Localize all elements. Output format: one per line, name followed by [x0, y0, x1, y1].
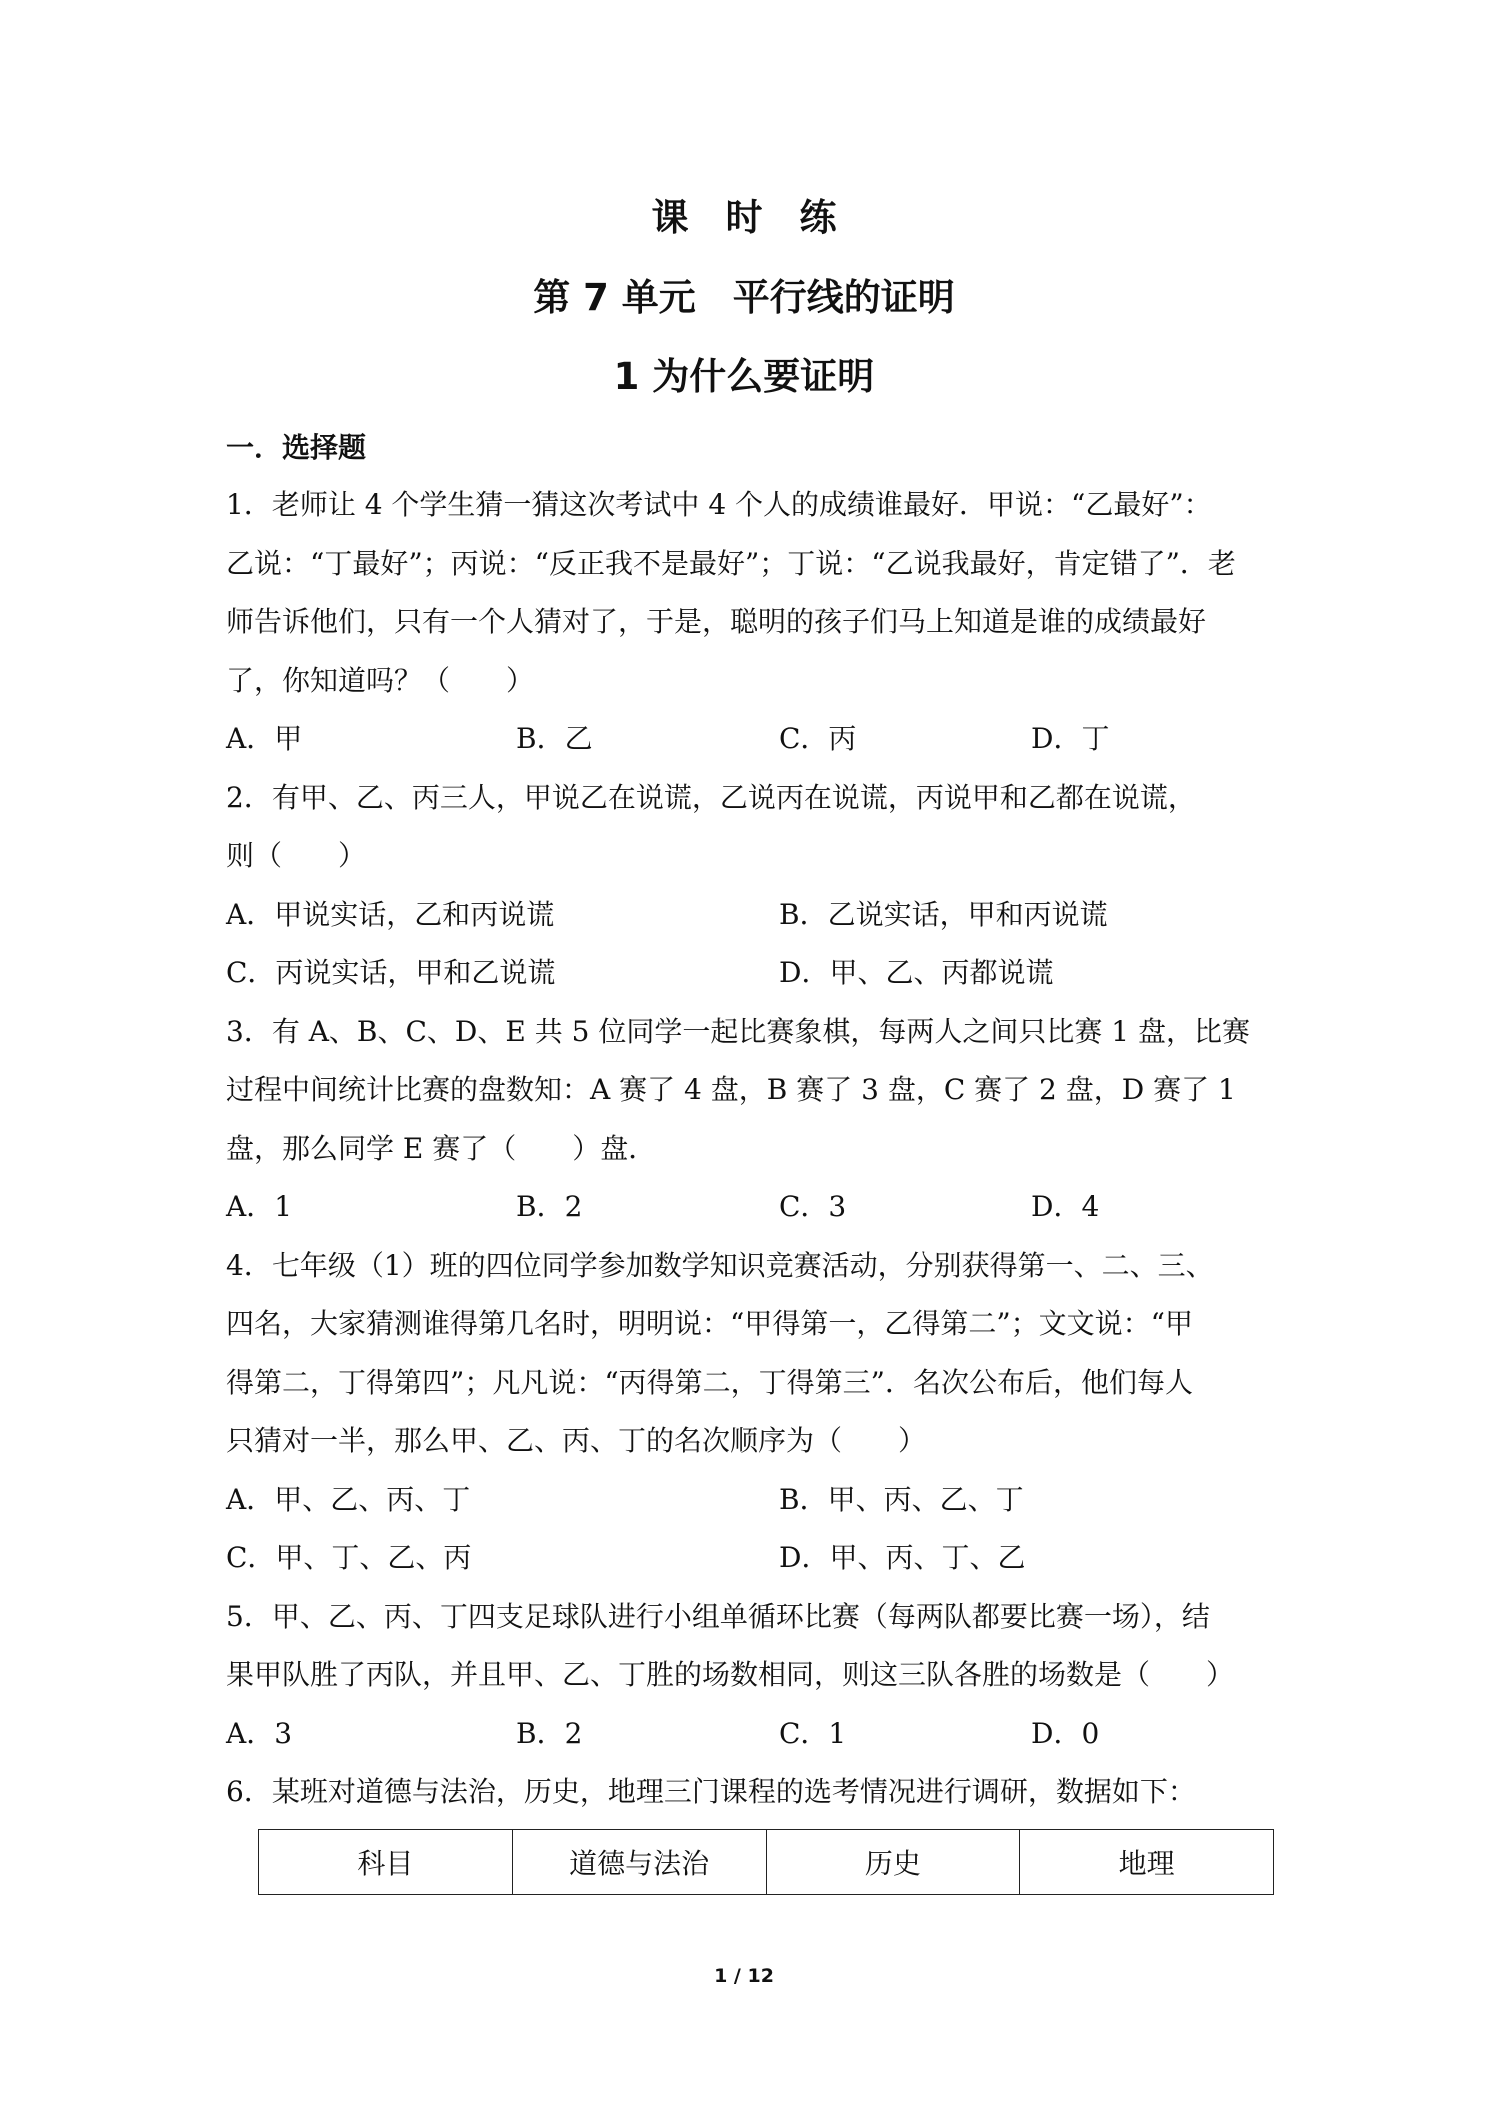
- option-row: [226, 886, 1276, 945]
- question-text-line: 了，你知道吗？（ ）: [226, 663, 535, 697]
- question-5: [226, 1588, 1276, 1764]
- question-1: [226, 476, 1276, 769]
- question-text-line: 得第二，丁得第四”；凡凡说：“丙得第二，丁得第三”．名次公布后，他们每人: [226, 1365, 1193, 1399]
- option-b: B．乙说实话，甲和丙说谎: [779, 897, 1108, 931]
- question-4: [226, 1237, 1276, 1588]
- option-d: D．甲、乙、丙都说谎: [779, 956, 1054, 989]
- question-text-line: 2．有甲、乙、丙三人，甲说乙在说谎，乙说丙在说谎，丙说甲和乙都在说谎，: [226, 780, 1196, 814]
- table-row: [259, 1830, 1274, 1895]
- question-text-line: 5．甲、乙、丙、丁四支足球队进行小组单循环比赛（每两队都要比赛一场），结: [226, 1599, 1210, 1633]
- option-row: [226, 1705, 1276, 1764]
- question-text-line: 乙说：“丁最好”；丙说：“反正我不是最好”；丁说：“乙说我最好，肯定错了”．老: [226, 546, 1236, 580]
- option-c: C．1: [779, 1716, 847, 1750]
- lesson-title: 1 为什么要证明: [613, 355, 875, 398]
- option-row: [226, 1471, 1276, 1530]
- option-a: A．甲: [226, 722, 303, 755]
- table-header-cell: 科目: [259, 1830, 513, 1895]
- question-6: [226, 1763, 1276, 1822]
- question-text-line: 过程中间统计比赛的盘数知：A 赛了 4 盘，B 赛了 3 盘，C 赛了 2 盘，D 赛了 1: [226, 1073, 1236, 1106]
- option-c: C．丙说实话，甲和乙说谎: [226, 956, 556, 989]
- option-c: C．3: [779, 1190, 847, 1223]
- question-text-line: 师告诉他们，只有一个人猜对了，于是，聪明的孩子们马上知道是谁的成绩最好: [226, 605, 1207, 638]
- page-number: 1 / 12: [714, 1965, 774, 1987]
- option-row: [226, 1529, 1276, 1588]
- table-header-cell: 道德与法治: [512, 1830, 766, 1895]
- table-header-cell: 地理: [1020, 1830, 1274, 1895]
- option-b: B．2: [516, 1716, 583, 1750]
- option-c: C．丙: [779, 722, 857, 755]
- question-text-line: 只猜对一半，那么甲、乙、丙、丁的名次顺序为（ ）: [226, 1424, 927, 1457]
- option-b: B．甲、丙、乙、丁: [779, 1482, 1024, 1516]
- option-c: C．甲、丁、乙、丙: [226, 1541, 472, 1574]
- question-text-line: 1．老师让 4 个学生猜一猜这次考试中 4 个人的成绩谁最好．甲说：“乙最好”：: [226, 488, 1212, 521]
- page-title: 课 时 练: [651, 196, 837, 239]
- option-row: [226, 1178, 1276, 1237]
- option-d: D．甲、丙、丁、乙: [779, 1541, 1026, 1574]
- question-text-line: 4．七年级（1）班的四位同学参加数学知识竞赛活动，分别获得第一、二、三、: [226, 1248, 1214, 1282]
- option-b: B．2: [516, 1190, 583, 1223]
- survey-table: [258, 1829, 1274, 1895]
- option-d: D．4: [1031, 1190, 1100, 1223]
- option-a: A．3: [226, 1716, 293, 1750]
- question-2: [226, 769, 1276, 1003]
- option-d: D．0: [1031, 1716, 1100, 1750]
- option-row: [226, 944, 1276, 1003]
- question-text-line: 四名，大家猜测谁得第几名时，明明说：“甲得第一，乙得第二”；文文说：“甲: [226, 1307, 1193, 1340]
- question-text-line: 则（ ）: [226, 839, 367, 872]
- question-text-line: 果甲队胜了丙队，并且甲、乙、丁胜的场数相同，则这三队各胜的场数是（ ）: [226, 1658, 1235, 1691]
- unit-title: 第 7 单元 平行线的证明: [533, 276, 955, 319]
- option-row: [226, 710, 1276, 769]
- option-a: A．甲说实话，乙和丙说谎: [226, 897, 555, 931]
- option-b: B．乙: [516, 722, 593, 755]
- option-d: D．丁: [1031, 722, 1110, 755]
- option-a: A．1: [226, 1190, 293, 1223]
- question-text-line: 盘，那么同学 E 赛了（ ）盘．: [226, 1131, 657, 1165]
- table-header-cell: 历史: [766, 1830, 1020, 1895]
- question-list: [226, 420, 1276, 1822]
- question-3: [226, 1003, 1276, 1237]
- question-text-line: 3．有 A、B、C、D、E 共 5 位同学一起比赛象棋，每两人之间只比赛 1 盘，比赛: [226, 1014, 1250, 1048]
- option-a: A．甲、乙、丙、丁: [226, 1482, 471, 1516]
- question-text-line: 6．某班对道德与法治，历史，地理三门课程的选考情况进行调研，数据如下：: [226, 1775, 1196, 1808]
- section-heading: 一．选择题: [226, 431, 367, 464]
